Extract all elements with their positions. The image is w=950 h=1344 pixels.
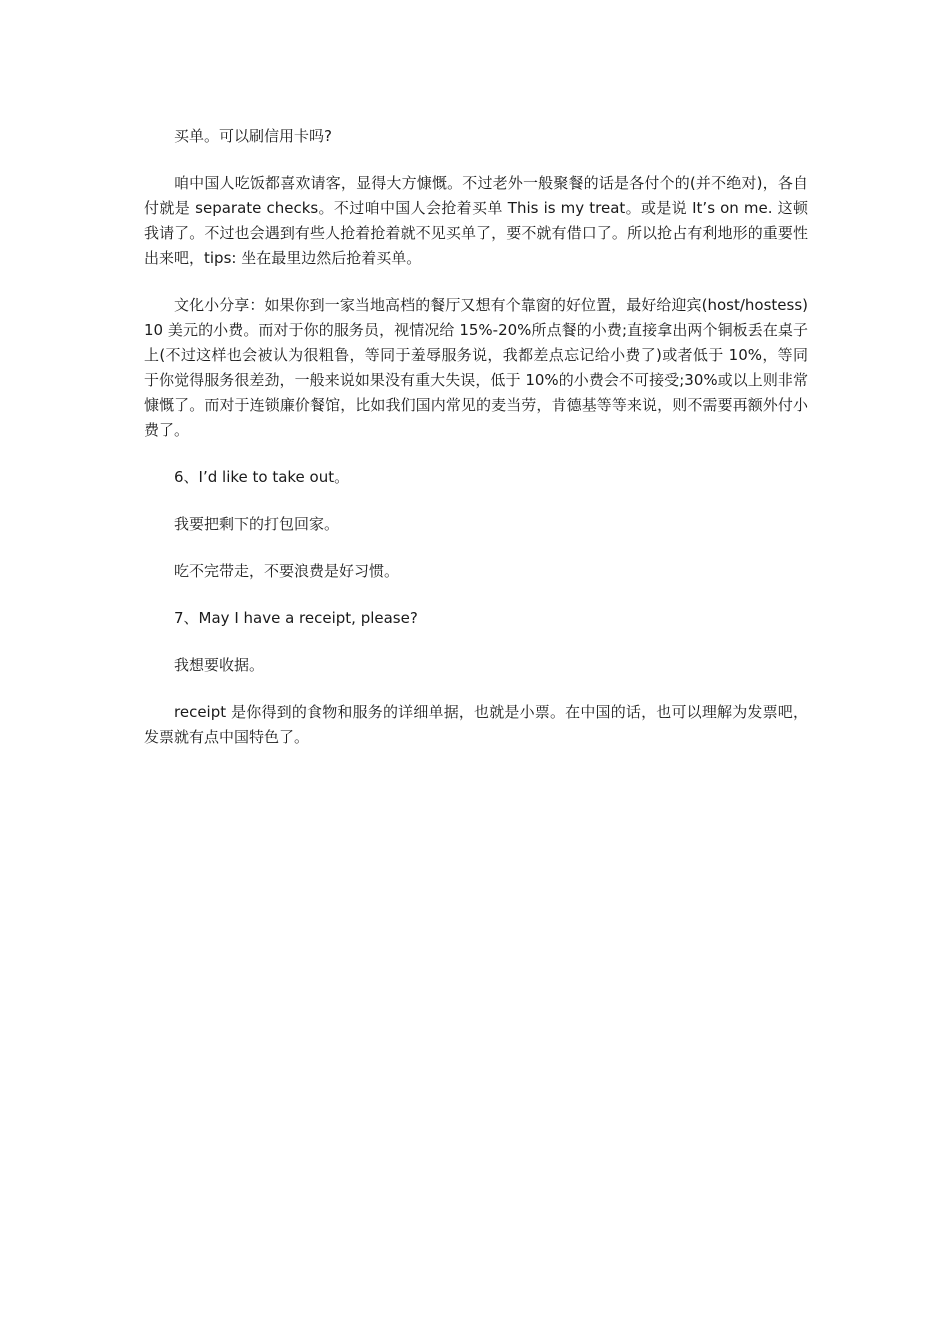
paragraph-tipping-culture: 文化小分享：如果你到一家当地高档的餐厅又想有个靠窗的好位置，最好给迎宾(host/hostess) 10 美元的小费。而对于你的服务员，视情况给 15%-20%所点餐的小费;直接拿出两个铜板丢在桌子上(不过这样也会被认为很粗鲁，等同于羞辱服务说，我都差点忘记给小费了)或者低于 10%，等同于你觉得服务很差劲，一般来说如果没有重大失误，低于 10%的小费会不可接受;30%或以上则非常慷慨了。而对于连锁廉价餐馆，比如我们国内常见的麦当劳，肯德基等等来说，则不需要再额外付小费了。 — [144, 296, 808, 439]
paragraph-phrase-7-translation: 我想要收据。 — [174, 656, 265, 674]
paragraph-receipt-note: receipt 是你得到的食物和服务的详细单据，也就是小票。在中国的话，也可以理解为发票吧，发票就有点中国特色了。 — [144, 703, 808, 746]
paragraph-phrase-7: 7、May I have a receipt, please? — [174, 609, 418, 627]
document-page — [144, 124, 808, 772]
paragraph-phrase-6-note: 吃不完带走，不要浪费是好习惯。 — [174, 562, 400, 580]
paragraph-pay-by-card: 买单。可以刷信用卡吗? — [174, 127, 332, 145]
paragraph-separate-checks: 咱中国人吃饭都喜欢请客，显得大方慷慨。不过老外一般聚餐的话是各付个的(并不绝对)，各自付就是 separate checks。不过咱中国人会抢着买单 This is my treat。或是说 It’s on me. 这顿我请了。不过也会遇到有些人抢着抢着就不见买单了，要不就有借口了。所以抢占有利地形的重要性出来吧，tips: 坐在最里边然后抢着买单。 — [144, 174, 808, 267]
paragraph-phrase-6-translation: 我要把剩下的打包回家。 — [174, 515, 340, 533]
paragraph-phrase-6: 6、I’d like to take out。 — [174, 468, 350, 486]
